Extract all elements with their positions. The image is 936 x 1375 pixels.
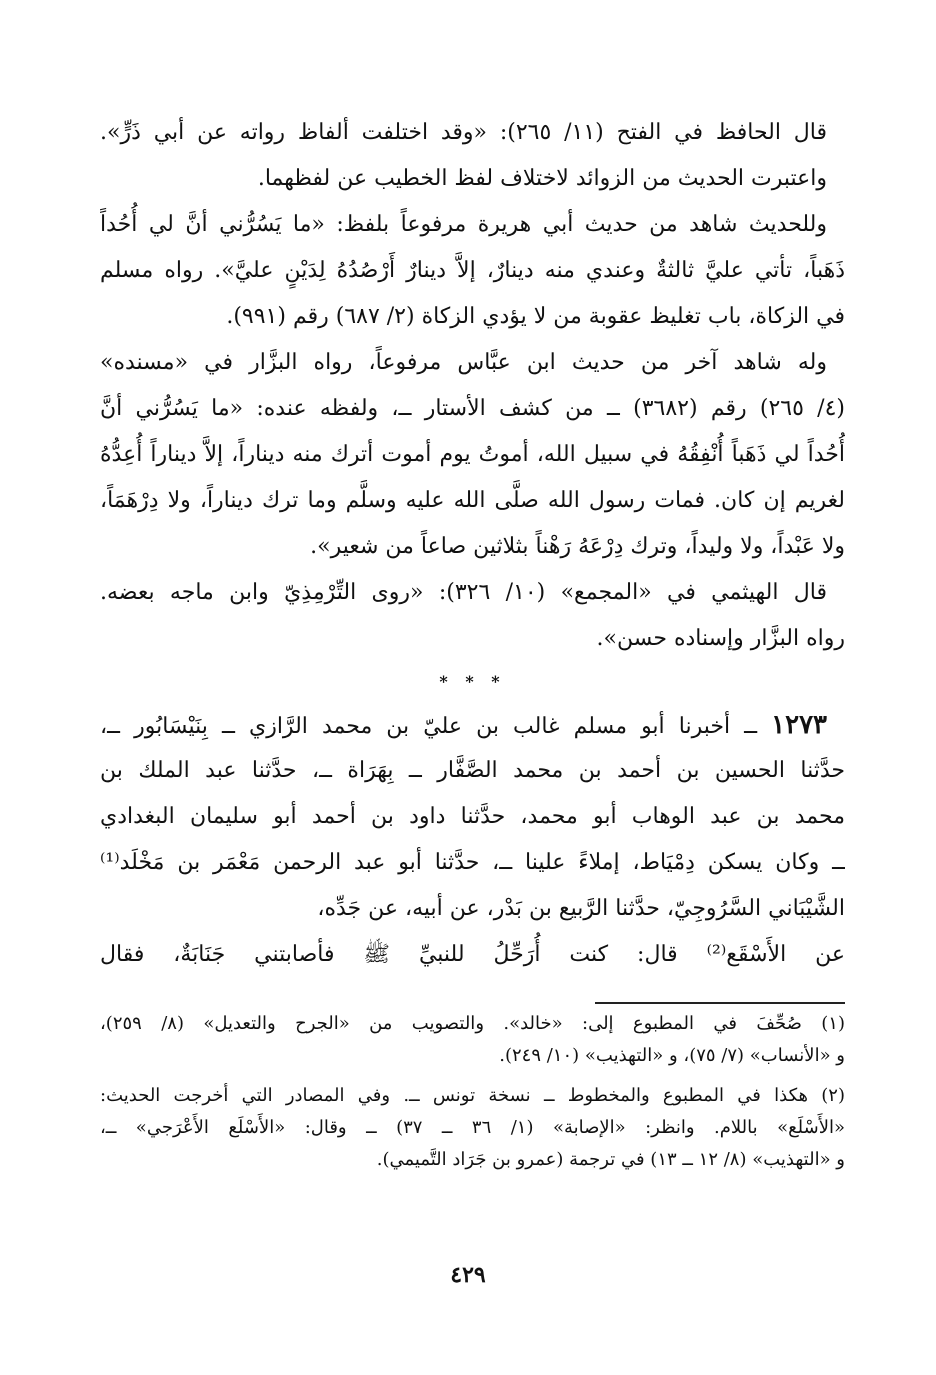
hadith-line bbox=[100, 702, 845, 748]
text-line: وللحديث شاهد من حديث أبي هريرة مرفوعاً بلفظ: «ما يَسُرُّني أنَّ لي أُحُداً bbox=[100, 212, 827, 237]
footnote-1 bbox=[100, 1008, 845, 1072]
section-separator: * * * bbox=[439, 672, 506, 691]
text-line: رواه البزَّار وإسناده حسن». bbox=[596, 626, 845, 651]
hadith-line: محمد بن عبد الوهاب أبو محمد، حدَّثنا داود بن أحمد أبو سليمان البغدادي bbox=[100, 804, 845, 829]
hadith-line: ــ وكان يسكن دِمْيَاط، إملاءً علينا ــ، حدَّثنا أبو عبد الرحمن مَعْمَر بن مَخْلَد⁽¹⁾ bbox=[100, 850, 845, 875]
text-line: واعتبرت الحديث من الزوائد لاختلاف لفظ الخطيب عن لفظهما. bbox=[257, 166, 827, 191]
footnote-line: (١) صُحِّفَ في المطبوع إلى: «خالد». والتصويب من «الجرح والتعديل» (٨/ ٢٥٩)، bbox=[100, 1013, 845, 1034]
hadith-line: الشَّيْبَاني السَّرُوجِيّ، حدَّثنا الرَّبيع بن بَدْر، عن أبيه، عن جَدِّه، bbox=[317, 896, 845, 921]
text-line: ولا عَبْداً، ولا وليداً، وترك دِرْعَهُ رَهْناً بثلاثين صاعاً من شعير». bbox=[310, 534, 845, 559]
hadith-line: حدَّثنا الحسين بن أحمد بن محمد الصَّفَّار ــ بِهَرَاة ــ، حدَّثنا عبد الملك بن bbox=[100, 758, 845, 783]
text-line: قال الهيثمي في «المجمع» (١٠/ ٣٢٦): «روى التِّرْمِذِيّ وابن ماجه بعضه. bbox=[100, 580, 827, 605]
text-line: قال الحافظ في الفتح (١١/ ٢٦٥): «وقد اختلفت ألفاظ رواته عن أبي ذَرٍّ». bbox=[100, 120, 827, 145]
footnote-rule bbox=[595, 1002, 845, 1004]
text-line: وله شاهد آخر من حديث ابن عبَّاس مرفوعاً، رواه البزَّار في «مسنده» bbox=[100, 350, 827, 375]
page-number: ٤٢٩ bbox=[450, 1262, 486, 1288]
text-line: ذَهَباً، تأتي عليَّ ثالثةٌ وعندي منه دينارٌ، إلاَّ دينارٌ أَرْصُدُهُ لِدَيْنٍ عليَّ». رواه مسلم bbox=[100, 258, 845, 283]
footnote-2 bbox=[100, 1080, 845, 1176]
footnote-line: و «الأنساب» (٧/ ٧٥)، و «التهذيب» (١٠/ ٢٤٩). bbox=[499, 1045, 845, 1066]
hadith-line: عن الأَسْقَع⁽²⁾ قال: كنت أُرَحِّلُ للنبيِّ ﷺ فأصابتني جَنَابَةٌ، فقال bbox=[100, 942, 845, 967]
text-line: لغريم إن كان. فمات رسول الله صلَّى الله عليه وسلَّم وما ترك ديناراً، ولا دِرْهَمَاً، bbox=[100, 488, 845, 513]
footnotes bbox=[100, 1008, 845, 1176]
hadith-number: ١٢٧٣ bbox=[771, 710, 827, 740]
hadith-text: ــ أخبرنا أبو مسلم غالب بن عليّ بن محمد الرَّازي ــ بِنَيْسَابُور ــ، bbox=[100, 714, 758, 739]
footnote-line: و «التهذيب» (٨/ ١٢ ــ ١٣) في ترجمة (عمرو بن جَرَاد التَّميمي). bbox=[376, 1149, 845, 1170]
text-line: في الزكاة، باب تغليظ عقوبة من لا يؤدي الزكاة (٢/ ٦٨٧) رقم (٩٩١). bbox=[226, 304, 845, 329]
text-line: أُحُداً لي ذَهَباً أُنْفِقُهُ في سبيل الله، أموتُ يوم أموت أترك منه ديناراً، إلاَّ ديناراً أُعِدُّهُ bbox=[100, 442, 845, 467]
footnote-line: (٢) هكذا في المطبوع والمخطوط ــ نسخة تونس ــ. وفي المصادر التي أخرجت الحديث: bbox=[100, 1085, 845, 1106]
text-line: (٤/ ٢٦٥) رقم (٣٦٨٢) ــ من كشف الأستار ــ، ولفظه عنده: «ما يَسُرُّني أنَّ bbox=[100, 396, 845, 421]
footnote-line: «الأَسْلَع» باللام. وانظر: «الإصابة» (١/ ٣٦ ــ ٣٧) ــ وقال: «الأَسْلَع الأَعْرَجي» ــ، bbox=[100, 1117, 845, 1138]
page-body bbox=[100, 110, 845, 1310]
